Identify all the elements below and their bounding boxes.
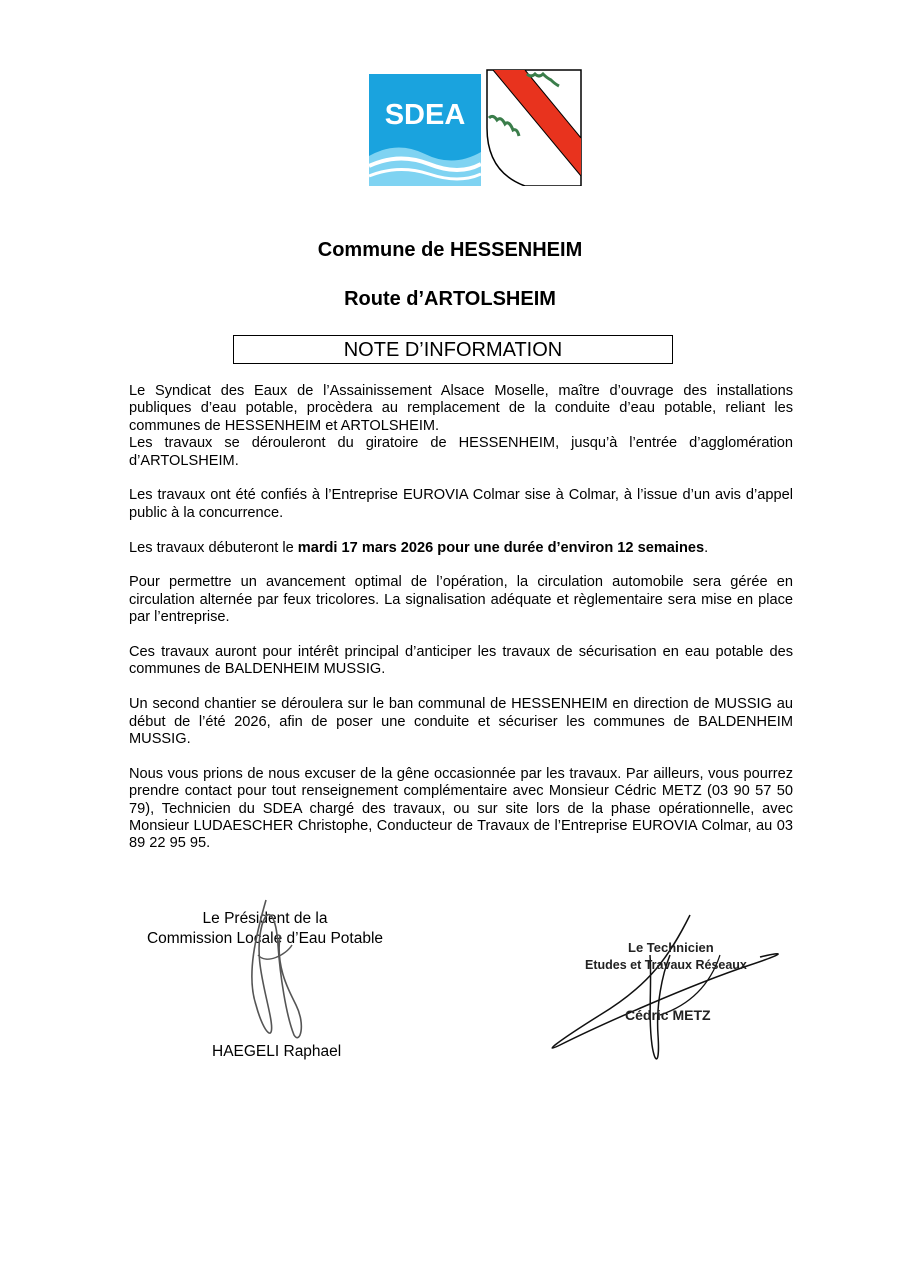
signature-left-title-line1: Le Président de la	[202, 910, 328, 927]
svg-text:SDEA: SDEA	[384, 99, 466, 131]
body-text	[129, 383, 793, 870]
paragraph-purpose: Ces travaux auront pour intérêt principal d’anticiper les travaux de sécurisation en eau potable des communes de BALDENHEIM MUSSIG.	[129, 644, 793, 678]
paragraph-contractor: Les travaux ont été confiés à l’Entreprise EUROVIA Colmar sise à Colmar, à l’issue d’un avis d’appel public à la concurrence.	[129, 487, 793, 521]
sdea-logo	[369, 74, 481, 186]
page-title-route: Route d’ARTOLSHEIM	[344, 288, 556, 310]
paragraph-start-date	[129, 540, 793, 557]
paragraph-route: Les travaux se dérouleront du giratoire de HESSENHEIM, jusqu’à l’entrée d’agglomération d’ARTOLSHEIM.	[129, 435, 793, 469]
paragraph-contact: Nous vous prions de nous excuser de la gêne occasionnée par les travaux. Par ailleurs, vous pourrez prendre contact pour tout renseignement complémentaire avec Monsieur Cédric METZ (03 90 57 50 79), Technicien du SDEA chargé des travaux, ou sur site lors de la phase opérationnelle, avec Monsieur LUDAESCHER Christophe, Conducteur de Travaux de l’Entreprise EUROVIA Colmar, au 03 89 22 95 95.	[129, 765, 793, 852]
start-date-bold: mardi 17 mars 2026 pour une durée d’environ 12 semaines	[297, 539, 705, 556]
note-information-title: NOTE D’INFORMATION	[233, 335, 673, 364]
start-date-prefix: Les travaux débuteront le	[129, 539, 298, 556]
signature-left-title-line2: Commission Locale d’Eau Potable	[146, 930, 384, 947]
signature-right-title-line2: Etudes et Travaux Réseaux	[585, 958, 747, 972]
paragraph-intro: Le Syndicat des Eaux de l’Assainissement Alsace Moselle, maître d’ouvrage des installations publiques d’eau potable, procèdera au remplacement de la conduite d’eau potable, reliant les communes de HESSENHEIM et ARTOLSHEIM.	[129, 383, 793, 434]
paragraph-traffic: Pour permettre un avancement optimal de l’opération, la circulation automobile sera gérée en circulation alternée par feux tricolores. La signalisation adéquate et règlementaire sera mise en place par l’entreprise.	[129, 574, 793, 626]
logo-group	[369, 68, 583, 186]
signature-right-block	[540, 895, 810, 1075]
coat-of-arms-icon	[485, 68, 583, 186]
start-date-suffix: .	[704, 539, 709, 556]
signature-right-name: Cédric METZ	[625, 1007, 711, 1023]
signature-right-title-line1: Le Technicien	[628, 940, 714, 955]
paragraph-second-site: Un second chantier se déroulera sur le ban communal de HESSENHEIM en direction de MUSSIG au début de l’été 2026, afin de poser une conduite et sécuriser les communes de BALDENHEIM MUSSIG.	[129, 696, 793, 748]
page-title-commune: Commune de HESSENHEIM	[317, 239, 583, 261]
signature-left-name: HAEGELI Raphael	[212, 1043, 342, 1060]
handwritten-signature-right	[540, 895, 810, 1075]
handwritten-signature-left	[236, 895, 316, 1055]
